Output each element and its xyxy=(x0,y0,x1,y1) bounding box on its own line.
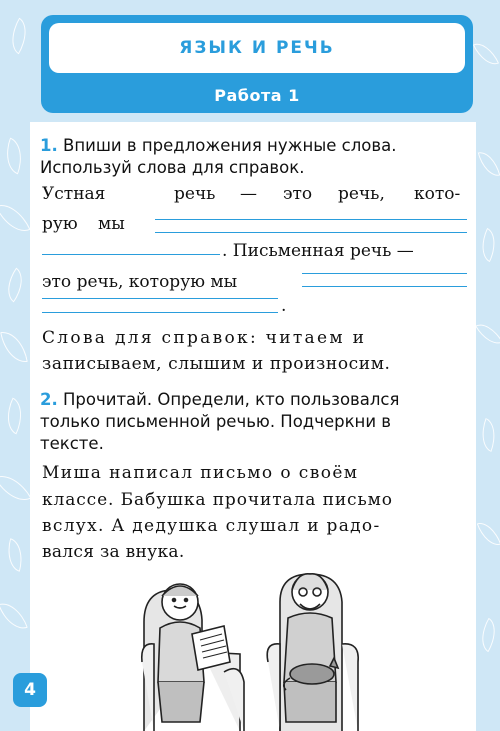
task1-number: 1. xyxy=(40,136,58,155)
task1-instruction xyxy=(40,135,480,179)
page-number-badge: 4 xyxy=(13,673,47,707)
story-line3: вслух. А дедушка слушал и радо- xyxy=(42,516,381,536)
task1-word: рую xyxy=(42,214,78,234)
task1-instruction-line2: Используй слова для справок. xyxy=(40,158,305,177)
task1-word: кото- xyxy=(414,184,461,204)
task2-instruction-line3: тексте. xyxy=(40,434,104,453)
answer-line[interactable] xyxy=(42,254,220,255)
reference-words-line1: Слова для справок: читаем и xyxy=(42,328,367,348)
task1-text-line5: . xyxy=(281,296,287,316)
task1-word: речь xyxy=(174,184,216,204)
answer-line[interactable] xyxy=(302,286,467,287)
task1-word: это xyxy=(283,184,313,204)
task1-word: — xyxy=(240,184,257,204)
reference-words-line2: записываем, слышим и произносим. xyxy=(42,354,391,374)
story-line1: Миша написал письмо о своём xyxy=(42,463,359,483)
work-number: Работа 1 xyxy=(214,85,300,105)
task2-instruction-line2: только письменной речью. Подчеркни в xyxy=(40,412,392,431)
answer-line[interactable] xyxy=(302,273,467,274)
task1-word: мы xyxy=(98,214,125,234)
answer-line[interactable] xyxy=(155,219,467,220)
answer-line[interactable] xyxy=(155,232,467,233)
story-line2: классе. Бабушка прочитала письмо xyxy=(42,490,393,510)
answer-line[interactable] xyxy=(42,312,278,313)
task1-word: Устная xyxy=(42,184,106,204)
task2-instruction xyxy=(40,389,480,455)
illustration-grandparents-icon xyxy=(140,562,380,731)
task2-number: 2. xyxy=(40,390,58,409)
answer-line[interactable] xyxy=(42,298,278,299)
task1-text-line4: это речь, которую мы xyxy=(42,272,238,292)
story-line4: вался за внука. xyxy=(42,542,185,562)
task1-instruction-line1: Впиши в предложения нужные слова. xyxy=(63,136,397,155)
page-title: ЯЗЫК И РЕЧЬ xyxy=(179,38,335,58)
task1-word: речь, xyxy=(338,184,385,204)
task2-instruction-line1: Прочитай. Определи, кто пользовался xyxy=(63,390,400,409)
task1-text-line3: . Письменная речь — xyxy=(222,241,414,261)
